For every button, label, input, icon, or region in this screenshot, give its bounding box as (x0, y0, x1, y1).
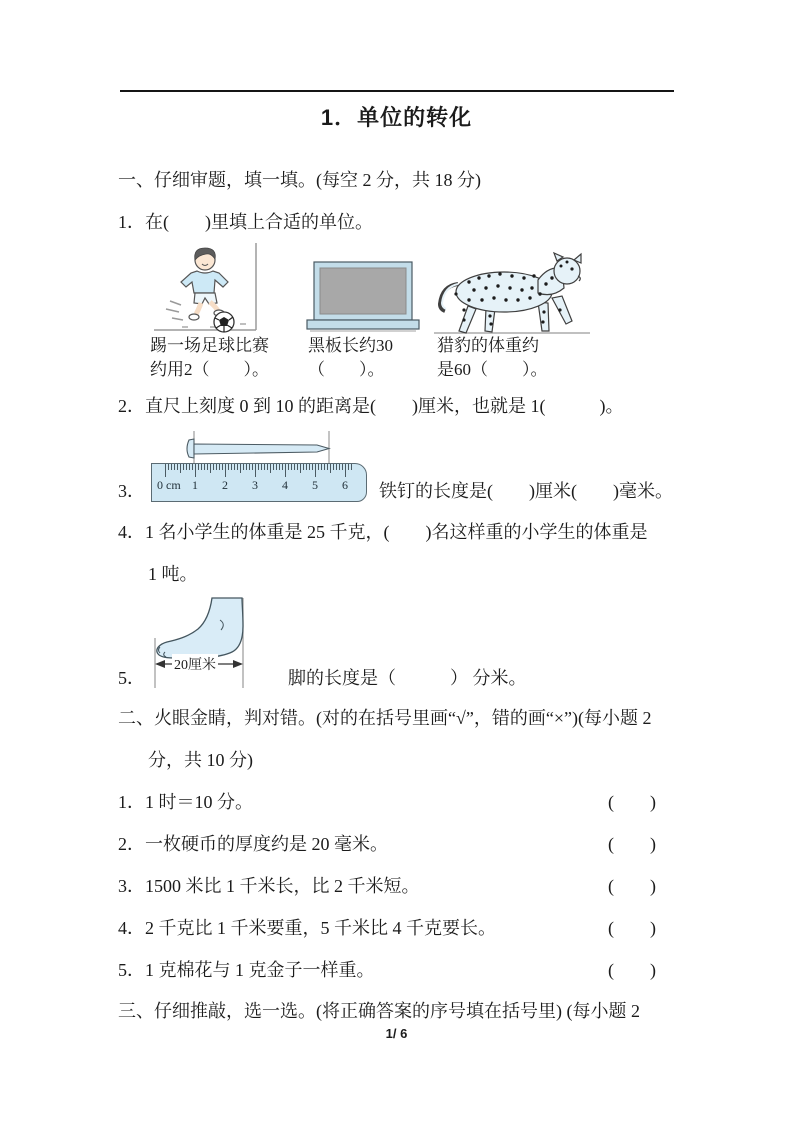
question-1-text: 1．在( )里填上合适的单位。 (118, 212, 373, 232)
question-5-text: 脚的长度是（ ） 分米。 (288, 668, 527, 688)
ruler-label: 5 (312, 478, 318, 492)
caption-line: 是60（ ）。 (437, 360, 548, 379)
ruler-label: 2 (222, 478, 228, 492)
question-4-line2: 1 吨。 (148, 564, 198, 584)
ruler-label: 0 cm (157, 478, 181, 492)
section2-heading-line1: 二、火眼金睛，判对错。(对的在括号里画“√”，错的画“×”)(每小题 2 (118, 708, 652, 728)
section3-heading: 三、仔细推敲，选一选。(将正确答案的序号填在括号里) (每小题 2 (118, 1001, 640, 1021)
caption-line: 踢一场足球比赛 (150, 336, 269, 355)
judge-item-bracket: ( ) (608, 960, 656, 980)
ruler-nail-illustration (151, 431, 376, 501)
caption-line: 黑板长约30 (308, 336, 393, 355)
question-2-text: 2．直尺上刻度 0 到 10 的距离是( )厘米，也就是 1( )。 (118, 396, 624, 416)
foot-illustration (150, 592, 250, 692)
section2-heading-line2: 分，共 10 分) (148, 750, 253, 770)
caption-line: （ ）。 (308, 360, 385, 379)
q1-caption-blackboard (308, 334, 393, 382)
judge-item-bracket: ( ) (608, 792, 656, 812)
foot-drawing (150, 592, 250, 692)
judge-item-text: 2．一枚硬币的厚度约是 20 毫米。 (118, 834, 388, 854)
section1-heading: 一、仔细审题，填一填。(每空 2 分，共 18 分) (118, 170, 481, 190)
judge-item-bracket: ( ) (608, 834, 656, 854)
judge-item-text: 1．1 时＝10 分。 (118, 792, 253, 812)
nail-and-guides (151, 431, 376, 465)
blackboard-illustration (306, 260, 420, 335)
q1-caption-leopard (437, 334, 548, 382)
judge-item-text: 4．2 千克比 1 千米要重，5 千米比 4 千克要长。 (118, 918, 496, 938)
ruler-label: 6 (342, 478, 348, 492)
judge-item-bracket: ( ) (608, 918, 656, 938)
question-3-number: 3． (118, 481, 145, 501)
caption-line: 约用2（ ）。 (150, 360, 269, 379)
judge-item-text: 3．1500 米比 1 千米长，比 2 千米短。 (118, 876, 420, 896)
ruler-label: 1 (192, 478, 198, 492)
judge-item-bracket: ( ) (608, 876, 656, 896)
ruler-label: 3 (252, 478, 258, 492)
foot-measure-label: 20厘米 (172, 654, 218, 674)
q1-caption-football (150, 334, 269, 382)
header-rule (120, 90, 674, 92)
ruler-body (151, 463, 367, 502)
caption-line: 猎豹的体重约 (437, 336, 539, 355)
judge-item-text: 5．1 克棉花与 1 克金子一样重。 (118, 960, 375, 980)
boy-kicking-football-illustration (152, 243, 262, 335)
leopard-illustration (434, 250, 590, 336)
question-5-number: 5． (118, 668, 145, 688)
ruler-label: 4 (282, 478, 288, 492)
page-number: 1/ 6 (385, 1026, 408, 1041)
page-title: 1．单位的转化 (320, 105, 473, 130)
question-3-text: 铁钉的长度是( )厘米( )毫米。 (379, 481, 673, 501)
ruler-cm-ticks (165, 464, 350, 477)
question-4-line1: 4．1 名小学生的体重是 25 千克，( )名这样重的小学生的体重是 (118, 522, 648, 542)
